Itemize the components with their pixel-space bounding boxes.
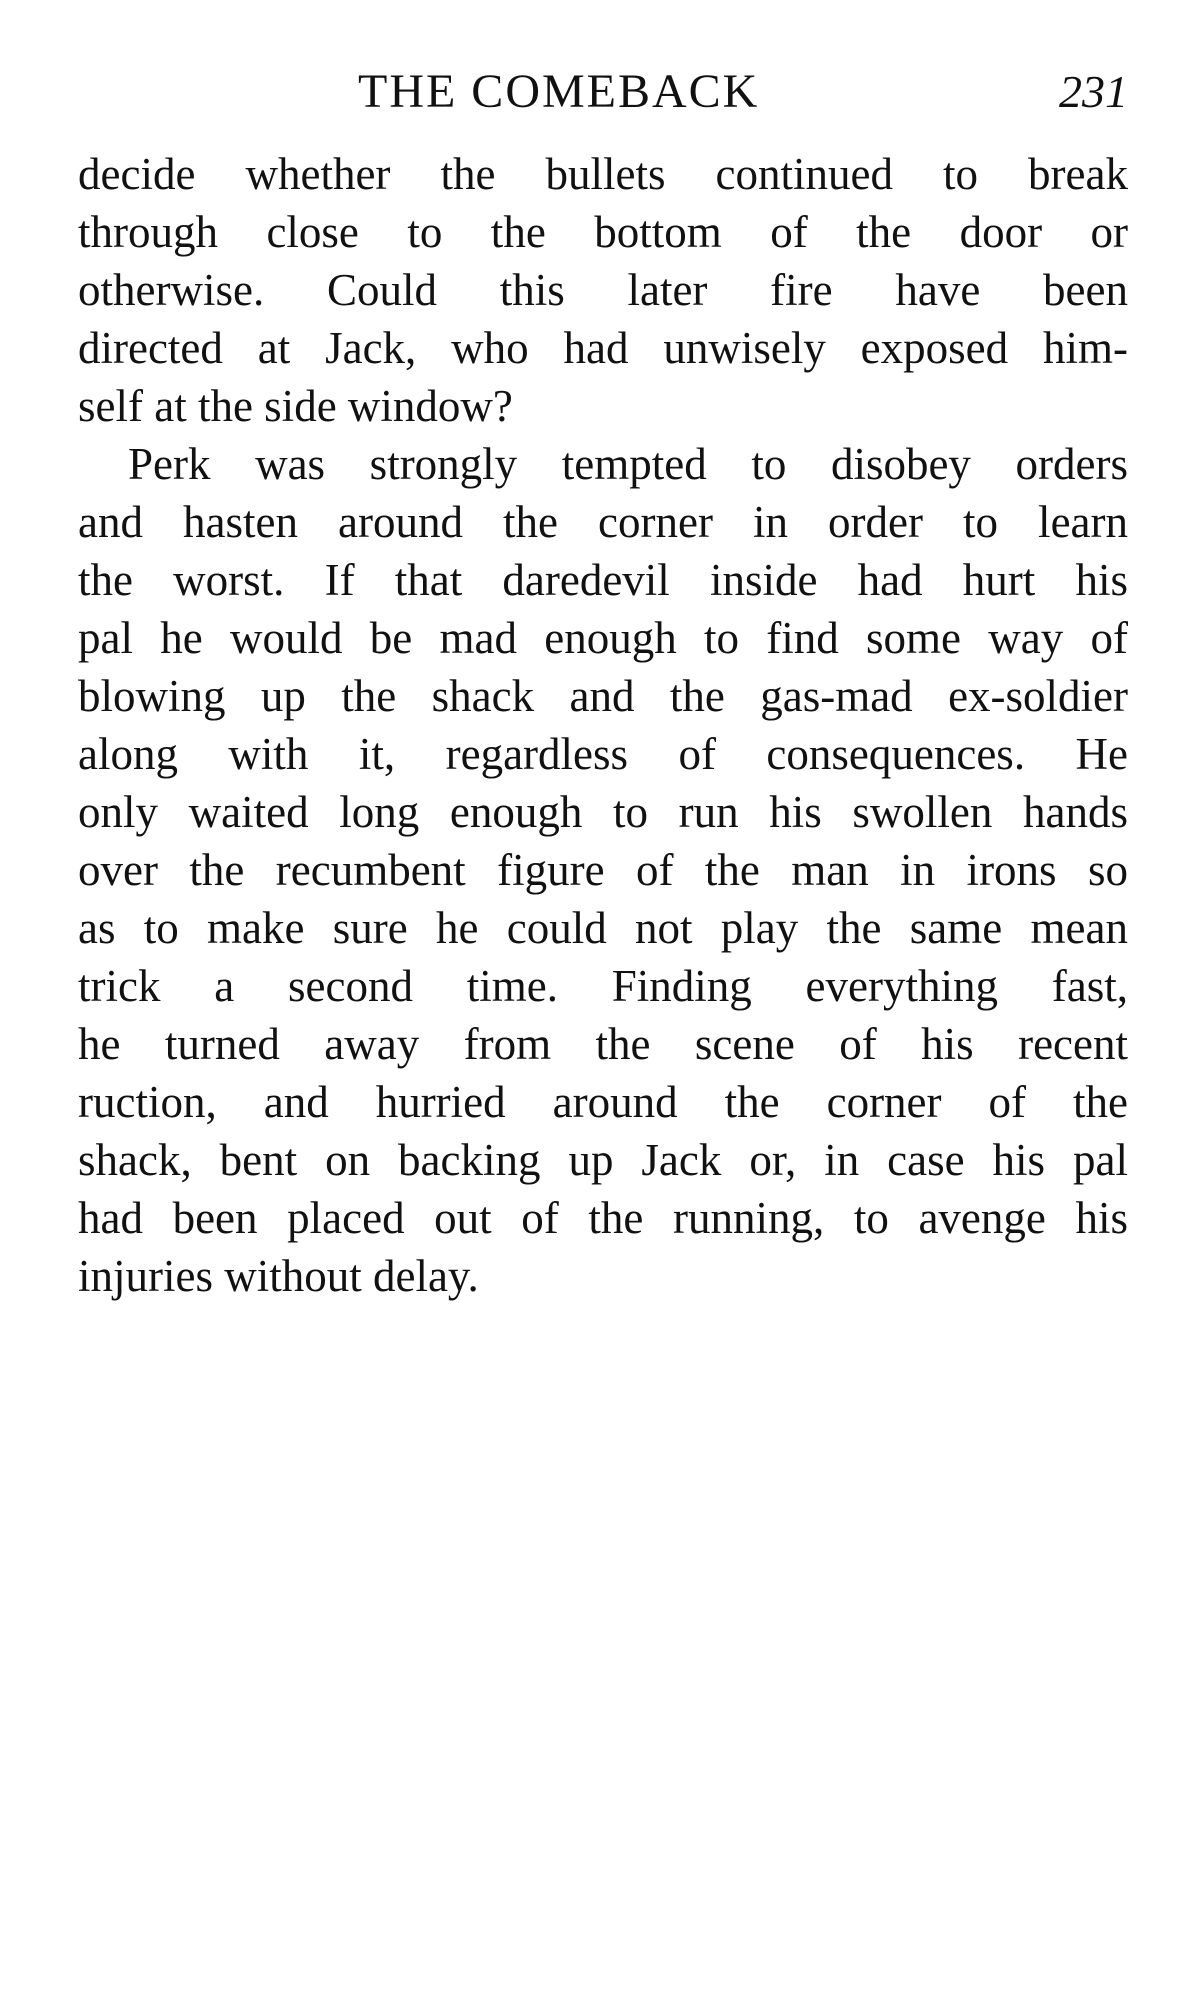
text-line: self at the side window? xyxy=(78,381,513,431)
body-text xyxy=(78,145,1128,1305)
text-line: and hasten around the corner in order to learn xyxy=(78,497,1128,547)
text-line: shack, bent on backing up Jack or, in case his pal xyxy=(78,1135,1128,1185)
text-line: trick a second time. Finding everything fast, xyxy=(78,961,1128,1011)
running-title: THE COMEBACK xyxy=(358,65,760,118)
text-line: he turned away from the scene of his recent xyxy=(78,1019,1128,1069)
text-line: directed at Jack, who had unwisely exposed him- xyxy=(78,323,1128,373)
page-number: 231 xyxy=(1059,66,1128,117)
text-line: otherwise. Could this later fire have been xyxy=(78,265,1128,315)
text-line: Perk was strongly tempted to disobey orders xyxy=(128,439,1128,489)
text-line: as to make sure he could not play the same mean xyxy=(78,903,1128,953)
text-line: through close to the bottom of the door or xyxy=(78,207,1128,257)
paragraph-2 xyxy=(78,435,1128,1305)
text-line: pal he would be mad enough to find some way of xyxy=(78,613,1128,663)
text-line: decide whether the bullets continued to break xyxy=(78,149,1128,199)
text-line: along with it, regardless of consequences. He xyxy=(78,729,1128,779)
text-line: blowing up the shack and the gas-mad ex-soldier xyxy=(78,671,1128,721)
text-line: only waited long enough to run his swollen hands xyxy=(78,787,1128,837)
text-line: injuries without delay. xyxy=(78,1251,479,1301)
paragraph-1 xyxy=(78,145,1128,435)
text-line: ruction, and hurried around the corner of the xyxy=(78,1077,1128,1127)
text-line: the worst. If that daredevil inside had hurt his xyxy=(78,555,1128,605)
text-line: had been placed out of the running, to avenge his xyxy=(78,1193,1128,1243)
running-head xyxy=(78,62,1128,122)
text-line: over the recumbent figure of the man in irons so xyxy=(78,845,1128,895)
